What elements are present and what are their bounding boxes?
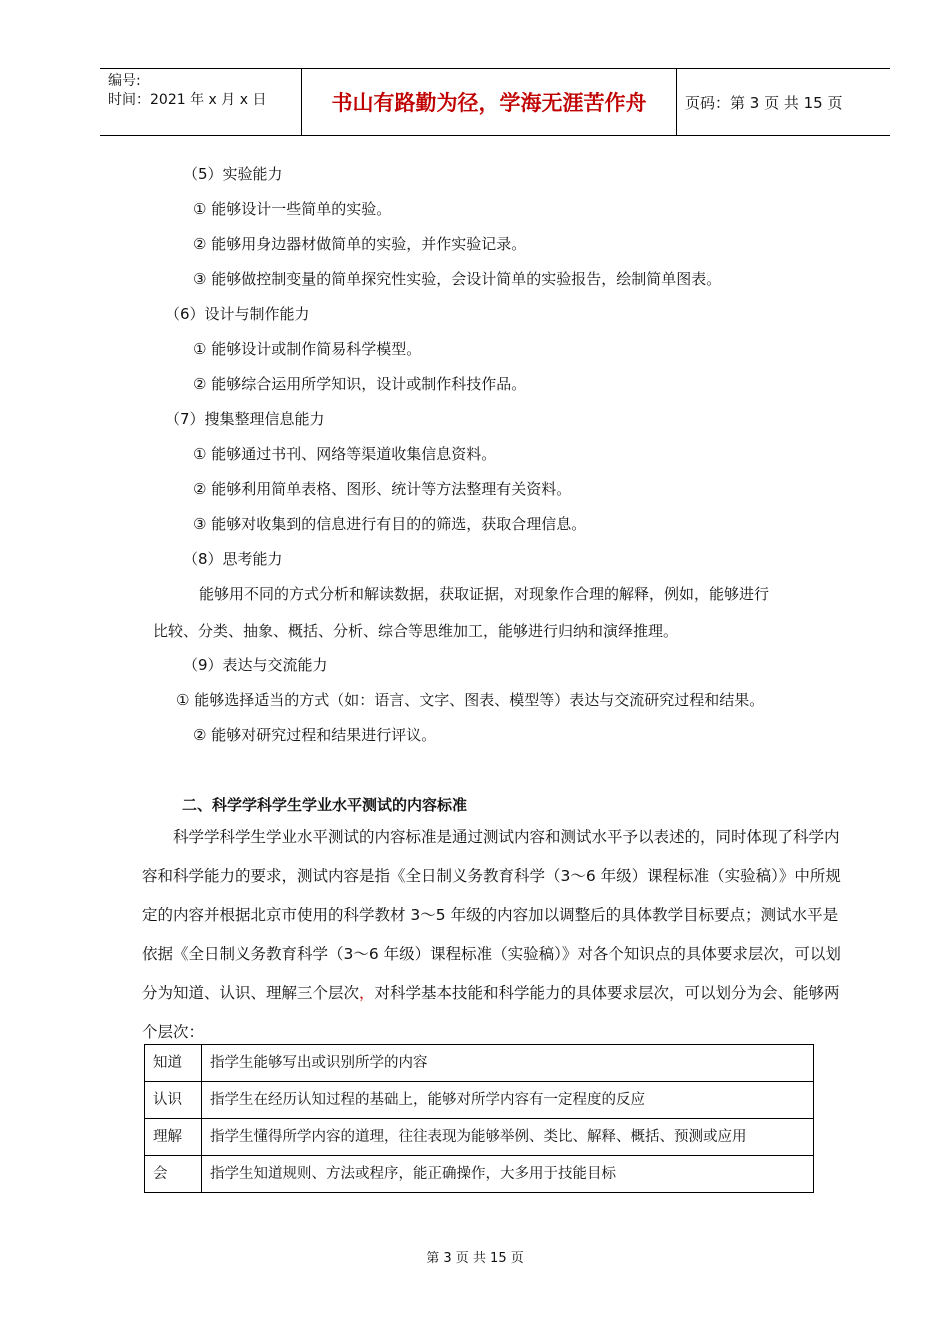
ability-6-item-1: ① 能够设计或制作简易科学模型。 (193, 340, 422, 358)
ability-8-title: （8）思考能力 (183, 550, 283, 568)
ability-5-item-3: ③ 能够做控制变量的简单探究性实验，会设计简单的实验报告，绘制简单图表。 (193, 270, 722, 288)
section-paragraph (142, 818, 852, 1052)
page-footer: 第 3 页 共 15 页 (426, 1251, 524, 1266)
level-term: 认识 (145, 1082, 202, 1119)
header-meta (100, 69, 302, 135)
number-label: 编号: (108, 73, 141, 89)
level-term: 理解 (145, 1119, 202, 1156)
ability-7-title: （7）搜集整理信息能力 (165, 410, 325, 428)
table-row (145, 1156, 814, 1193)
ability-5-title: （5）实验能力 (183, 165, 283, 183)
ability-5-item-2: ② 能够用身边器材做简单的实验，并作实验记录。 (193, 235, 527, 253)
table-row (145, 1045, 814, 1082)
table-row (145, 1082, 814, 1119)
ability-7-item-3: ③ 能够对收集到的信息进行有目的的筛选，获取合理信息。 (193, 515, 587, 533)
ability-9-title: （9）表达与交流能力 (183, 656, 328, 674)
ability-6-item-2: ② 能够综合运用所学知识，设计或制作科技作品。 (193, 375, 527, 393)
level-term: 会 (145, 1156, 202, 1193)
ability-8-line-1: 能够用不同的方式分析和解读数据，获取证据，对现象作合理的解释，例如，能够进行 (199, 585, 770, 603)
highlighted-comma: ， (359, 984, 375, 1002)
ability-5-item-1: ① 能够设计一些简单的实验。 (193, 200, 392, 218)
levels-table (144, 1044, 814, 1193)
ability-7-item-1: ① 能够通过书刊、网络等渠道收集信息资料。 (193, 445, 497, 463)
level-desc: 指学生在经历认知过程的基础上，能够对所学内容有一定程度的反应 (202, 1082, 814, 1119)
level-desc: 指学生能够写出或识别所学的内容 (202, 1045, 814, 1082)
paragraph-part-b: 对科学基本技能和科学能力的具体要求层次，可以划分为会、能够两个层次： (142, 984, 840, 1041)
page-header (100, 68, 890, 136)
table-row (145, 1119, 814, 1156)
ability-8-line-2: 比较、分类、抽象、概括、分析、综合等思维加工，能够进行归纳和演绎推理。 (153, 622, 679, 640)
header-page-info: 页码：第 3 页 共 15 页 (685, 93, 843, 112)
level-desc: 指学生懂得所学内容的道理，往往表现为能够举例、类比、解释、概括、预测或应用 (202, 1119, 814, 1156)
paragraph-part-a: 科学学科学生学业水平测试的内容标准是通过测试内容和测试水平予以表述的，同时体现了科学内容和科学能力的要求，测试内容是指《全日制义务教育科学（3～6 年级）课程标准（实验稿）》中所规定的内容并根据北京市使用的科学教材 3～5 年级的内容加以调整后的具体教学目标要点；测试水平是依据《全日制义务教育科学（3～6 年级）课程标准（实验稿）》对各个知识点的具体要求层次，可以划分为知道、认识、理解三个层次 (142, 828, 841, 1002)
ability-9-item-1: ① 能够选择适当的方式（如：语言、文字、图表、模型等）表达与交流研究过程和结果。 (176, 691, 765, 709)
level-term: 知道 (145, 1045, 202, 1082)
header-motto: 书山有路勤为径，学海无涯苦作舟 (302, 69, 677, 135)
section-heading: 二、科学学科学生学业水平测试的内容标准 (182, 796, 468, 814)
ability-6-title: （6）设计与制作能力 (165, 305, 310, 323)
ability-9-item-2: ② 能够对研究过程和结果进行评议。 (193, 726, 437, 744)
time-label: 时间：2021 年 x 月 x 日 (108, 92, 267, 108)
level-desc: 指学生知道规则、方法或程序，能正确操作，大多用于技能目标 (202, 1156, 814, 1193)
ability-7-item-2: ② 能够利用简单表格、图形、统计等方法整理有关资料。 (193, 480, 572, 498)
